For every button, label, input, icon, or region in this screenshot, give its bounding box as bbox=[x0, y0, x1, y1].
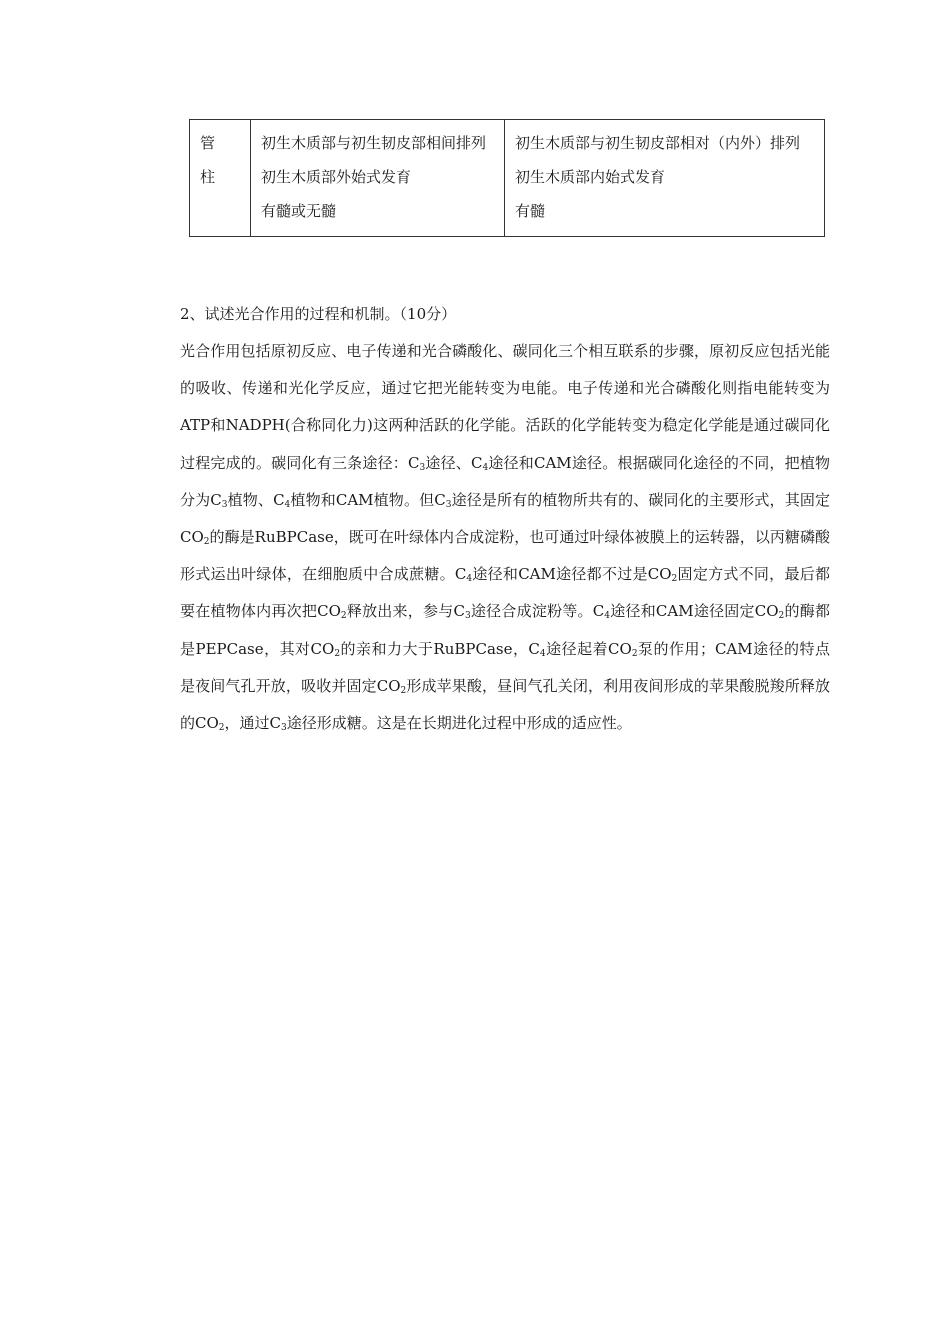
subscript: 4 bbox=[466, 574, 473, 585]
subscript: 2 bbox=[778, 611, 785, 622]
cell-line: 初生木质部与初生韧皮部相间排列 bbox=[261, 134, 487, 152]
answer-text: 的亲和力大于RuBPCase，C bbox=[340, 639, 540, 658]
comparison-table bbox=[189, 119, 825, 237]
column-b-cell bbox=[505, 120, 825, 237]
row-label-cell bbox=[190, 120, 251, 237]
subscript: 4 bbox=[284, 499, 291, 510]
cell-line: 有髓 bbox=[515, 202, 546, 220]
answer-text: 形成苹果酸，昼间气孔关闭，利用夜间形成的苹果酸脱羧所释放的CO bbox=[180, 676, 830, 733]
subscript: 2 bbox=[334, 648, 341, 659]
answer-text: 释放出来，参与C bbox=[346, 602, 465, 621]
answer-text: ，通过C bbox=[224, 714, 281, 733]
answer-text: 泵的作用；CAM途径的特点是夜间气孔开放，吸收并固定CO bbox=[180, 639, 831, 695]
answer-text: 固定方式不同，最后都要在植物体内再次把CO bbox=[180, 565, 830, 621]
answer-text: 植物、C bbox=[227, 490, 285, 509]
cell-line: 初生木质部内始式发育 bbox=[515, 168, 666, 186]
answer-text: 途径是所有的植物所共有的、碳同化的主要形式，其固定CO bbox=[180, 490, 830, 547]
subscript: 3 bbox=[221, 499, 228, 510]
answer-text: 途径和CAM途径都不过是CO bbox=[472, 565, 672, 584]
subscript: 2 bbox=[203, 537, 210, 548]
subscript: 3 bbox=[419, 462, 426, 473]
column-a-cell bbox=[251, 120, 505, 237]
subscript: 3 bbox=[281, 723, 287, 734]
answer-text: 途径和CAM途径。根据碳同化途径的不同，把植物分为C bbox=[180, 453, 831, 509]
subscript: 2 bbox=[218, 723, 225, 734]
subscript: 3 bbox=[464, 611, 471, 622]
cell-line: 有髓或无髓 bbox=[261, 202, 337, 220]
answer-text: 途径起着CO bbox=[545, 639, 632, 658]
answer-text: 途径、C bbox=[425, 453, 483, 472]
subscript: 3 bbox=[445, 499, 452, 510]
cell-line: 初生木质部外始式发育 bbox=[261, 168, 412, 186]
answer-text: 途径和CAM途径固定CO bbox=[610, 602, 779, 621]
subscript: 2 bbox=[340, 611, 347, 622]
subscript: 4 bbox=[604, 611, 610, 622]
subscript: 2 bbox=[671, 574, 678, 585]
subscript: 4 bbox=[482, 462, 489, 473]
answer-text: 的酶都是PEPCase，其对CO bbox=[180, 602, 830, 658]
answer-text: 光合作用包括原初反应、电子传递和光合磷酸化、碳同化三个相互联系的步骤，原初反应包括光能的吸收、传递和光化学反应，通过它把光能转变为电能。电子传递和光合磷酸化则指电能转变为ATP和NADPH(合称同化力)这两种活跃的化学能。活跃的化学能转变为稳定化学能是通过碳同化过程完成的。碳同化有三条途径：C bbox=[180, 342, 830, 472]
table-row bbox=[190, 120, 825, 237]
row-label-char: 柱 bbox=[200, 168, 216, 186]
cell-line: 初生木质部与初生韧皮部相对（内外）排列 bbox=[515, 134, 801, 152]
subscript: 2 bbox=[631, 648, 638, 659]
answer-text: 的酶是RuBPCase，既可在叶绿体内合成淀粉，也可通过叶绿体被膜上的运转器，以丙糖磷酸形式运出叶绿体，在细胞质中合成蔗糖。C bbox=[180, 528, 830, 584]
subscript: 2 bbox=[400, 685, 407, 696]
answer-paragraph bbox=[180, 333, 830, 742]
question-heading: 2、试述光合作用的过程和机制。（10分） bbox=[180, 305, 457, 323]
answer-text: 途径合成淀粉等。C bbox=[470, 602, 605, 621]
row-label-char: 管 bbox=[200, 134, 216, 152]
subscript: 4 bbox=[539, 648, 546, 659]
answer-text: 途径形成糖。这是在长期进化过程中形成的适应性。 bbox=[286, 714, 632, 733]
answer-text: 植物和CAM植物。但C bbox=[290, 490, 446, 509]
